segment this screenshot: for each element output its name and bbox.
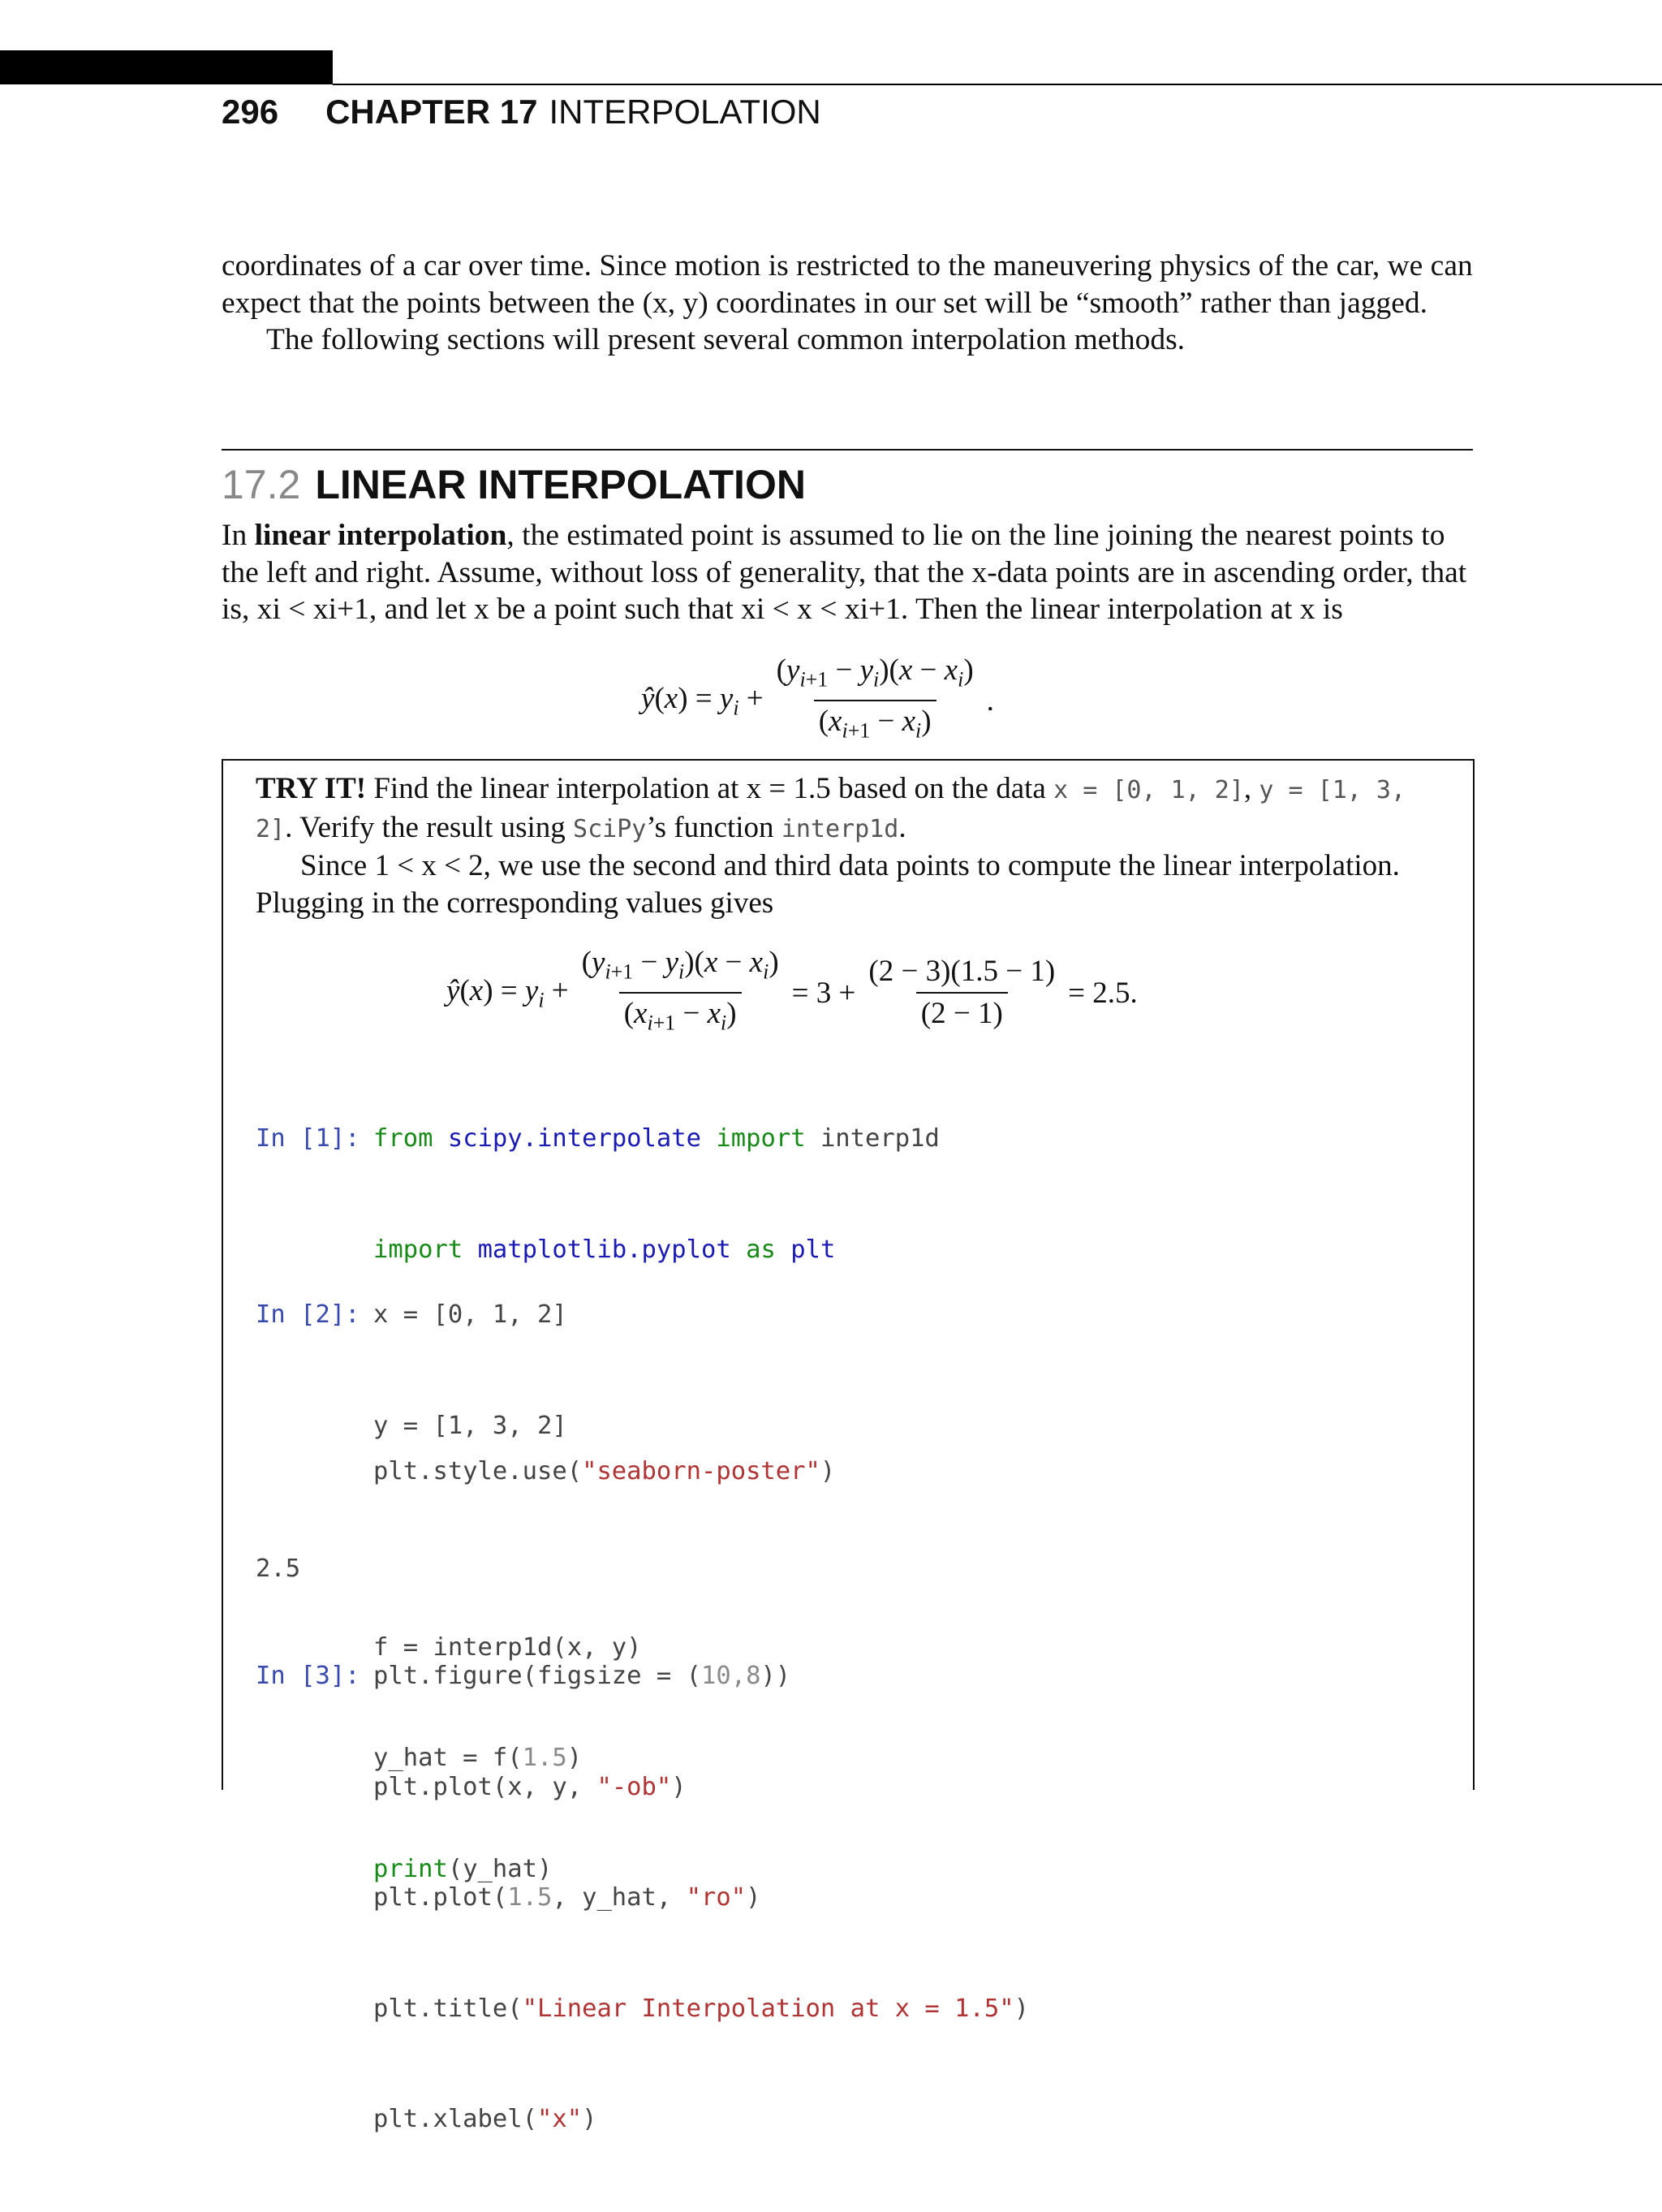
interp1d-name: interp1d: [781, 814, 899, 843]
paren-close-1: ): [820, 1456, 836, 1485]
name-plt: plt: [790, 1235, 836, 1264]
paren-close-7: ): [582, 2105, 597, 2133]
chapter-label: CHAPTER 17: [325, 93, 538, 131]
kw-import-2: import: [373, 1235, 463, 1264]
section-title: LINEAR INTERPOLATION: [315, 462, 806, 507]
plot-call-2-mid: , y_hat,: [552, 1883, 687, 1912]
formula-worked-example: ŷ(x) = $y_i$ + $\frac{(y_{i+1} - y_i)(x - x_i)}{(x_{i+1} - x_i)}$ = 3 + $\frac{(2 - 3)(1.5 - 1)}{(2 - 1)}$ = 2.5.: [446, 946, 1138, 1041]
paren-close-3: )): [760, 1662, 791, 1690]
try-line-1: [256, 770, 1440, 809]
print-args: (y_hat): [447, 1854, 553, 1883]
worked-num: (2 − 3)(1.5 − 1): [868, 955, 1056, 989]
try-line-2b: ’s function: [646, 810, 781, 844]
intro-line-3: The following sections will present several common interpolation methods.: [266, 323, 1186, 356]
paren-close-5: ): [746, 1883, 761, 1912]
plot-call-2: plt.plot(: [373, 1883, 508, 1912]
chapter-title: INTERPOLATION: [549, 93, 821, 131]
header-black-bar: [0, 50, 333, 84]
para-line-3: is, xi < xi+1, and let x be a point such that xi < x < xi+1. Then the linear interpolation at x is: [222, 593, 1343, 626]
prompt-in-1: In [1]:: [256, 1124, 360, 1153]
worked-fraction-1: $\frac{(y_{i+1} - y_i)(x - x_i)}{(x_{i+1} - x_i)}$: [577, 946, 784, 1041]
try-line-2a: . Verify the result using: [285, 810, 574, 844]
try-line-2c: .: [898, 810, 906, 844]
paren-close-6: ): [1014, 1994, 1029, 2023]
num-1-5-b: 1.5: [507, 1883, 553, 1912]
prompt-in-2: In [2]:: [256, 1300, 360, 1329]
try-line-2: [256, 809, 1440, 848]
page-number: 296: [222, 93, 279, 131]
code-x-data: x = [0, 1, 2]: [1053, 776, 1244, 804]
intro-paragraph: [222, 248, 1473, 359]
para-line-1-rest: , the estimated point is assumed to lie on the line joining the nearest points to: [506, 519, 1445, 552]
header-rule: [333, 84, 1662, 85]
para-line-2: the left and right. Assume, without loss of generality, that the x-data points are in ascending order, that: [222, 555, 1467, 589]
scipy-name: SciPy: [573, 814, 647, 843]
str-seaborn-poster: "seaborn-poster": [582, 1456, 820, 1485]
style-use-call: plt.style.use(: [373, 1456, 583, 1485]
str-x: "x": [537, 2105, 583, 2133]
str-ob: "-ob": [596, 1772, 672, 1801]
linear-interp-paragraph: [222, 517, 1473, 628]
code-y-data-end: 2]: [256, 814, 286, 843]
intro-line-2: expect that the points between the (x, y) coordinates in our set will be “smooth” rather than jagged.: [222, 286, 1427, 320]
mod-scipy-interpolate: scipy.interpolate: [447, 1124, 701, 1153]
code-y-assign: y = [1, 3, 2]: [373, 1411, 567, 1440]
name-interp1d: interp1d: [820, 1124, 940, 1153]
try-line-4: Plugging in the corresponding values gives: [256, 886, 774, 920]
code-y-data: y = [1, 3,: [1259, 776, 1406, 804]
running-head: [222, 91, 821, 133]
para-bold-term: linear interpolation: [254, 519, 507, 552]
kw-as: as: [746, 1235, 776, 1264]
figsize-values: 10,8: [700, 1662, 761, 1690]
kw-import: import: [716, 1124, 806, 1153]
para-in: In: [222, 519, 255, 552]
worked-result: = 2.5.: [1068, 976, 1138, 1010]
try-line-3: Since 1 < x < 2, we use the second and third data points to compute the linear interpolation.: [300, 849, 1400, 882]
try-it-label: TRY IT!: [256, 772, 367, 805]
fn-print: print: [373, 1854, 448, 1883]
code-x-assign: x = [0, 1, 2]: [373, 1300, 567, 1329]
formula-fraction: $\frac{(y_{i+1} - y_i)(x - x_i)}{(x_{i+1} - x_i)}$: [772, 653, 979, 748]
try-line-1-text: Find the linear interpolation at x = 1.5 based on the data: [366, 772, 1054, 805]
code-cell-3: [256, 1584, 1029, 2212]
intro-line-1: coordinates of a car over time. Since motion is restricted to the maneuvering physics of the car, we can: [222, 249, 1473, 282]
figure-call: plt.figure(figsize = (: [373, 1662, 701, 1690]
code-yhat-assign: y_hat = f(: [373, 1744, 523, 1772]
paren-close-4: ): [671, 1772, 687, 1801]
str-title: "Linear Interpolation at x = 1.5": [522, 1994, 1014, 2023]
try-it-box: [222, 759, 1475, 2133]
worked-eq-equals: = 3 +: [791, 976, 856, 1010]
section-heading: [222, 459, 806, 511]
str-ro: "ro": [686, 1883, 747, 1912]
try-sep: ,: [1243, 772, 1259, 805]
kw-from: from: [373, 1124, 433, 1153]
num-1-5: 1.5: [522, 1744, 567, 1772]
formula-linear-interpolation: ŷ(x) = $y_i$ + $\frac{(y_{i+1} - y_i)(x - x_i)}{(x_{i+1} - x_i)}$ .: [641, 653, 994, 748]
worked-den: (2 − 1): [916, 992, 1008, 1031]
title-call: plt.title(: [373, 1994, 523, 2023]
prompt-in-3: In [3]:: [256, 1662, 360, 1690]
para-line-1: [222, 517, 1473, 554]
try-it-text: [256, 770, 1440, 921]
mod-matplotlib: matplotlib.pyplot: [477, 1235, 731, 1264]
xlabel-call: plt.xlabel(: [373, 2105, 537, 2133]
section-number: 17.2: [222, 462, 301, 507]
output-value: 2.5: [256, 1554, 301, 1583]
worked-fraction-2: [863, 955, 1060, 1031]
section-rule: [222, 449, 1473, 451]
code-f-assign: f = interp1d(x, y): [373, 1632, 642, 1662]
paren-close-2: ): [566, 1744, 583, 1772]
plot-call-1: plt.plot(x, y,: [373, 1772, 597, 1801]
